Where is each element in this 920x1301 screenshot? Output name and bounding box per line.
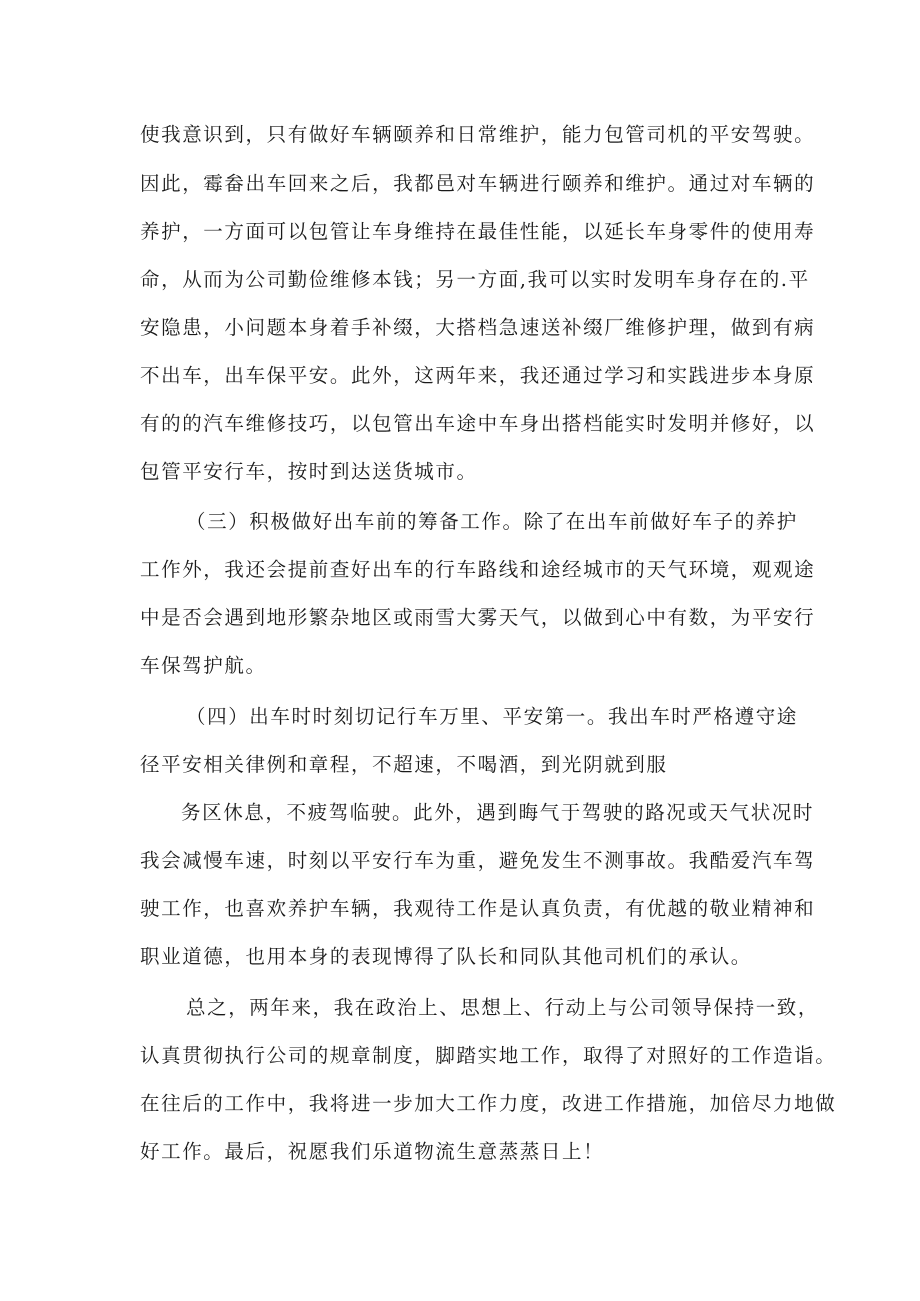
text-line: 径平安相关律例和章程，不超速，不喝酒，到光阴就到服 [140,753,668,776]
text-line: 养护，一方面可以包管让车身维持在最佳性能，以延长车身零件的使用寿 [140,220,816,243]
text-line: 职业道德，也用本身的表现博得了队长和同队其他司机们的承认。 [140,945,752,968]
conclusion-paragraph-start: 总之，两年来，我在政治上、思想上、行动上与公司领导保持一致， [186,996,820,1019]
text-line: 安隐患，小问题本身着手补缀，大搭档急速送补缀厂维修护理，做到有病 [140,316,816,339]
text-line: 命，从而为公司勤俭维修本钱；另一方面,我可以实时发明车身存在的.平 [140,268,810,291]
section-heading-4: （四）出车时时刻切记行车万里、平安第一。我出车时严格遵守途 [186,705,798,728]
text-line: 好工作。最后，祝愿我们乐道物流生意蒸蒸日上！ [140,1140,605,1163]
text-line: 在往后的工作中，我将进一步加大工作力度，改进工作措施，加倍尽力地做 [140,1092,837,1115]
text-line: 车保驾护航。 [140,654,267,677]
text-line: 包管平安行车，按时到达送货城市。 [140,460,478,483]
text-line: 我会减慢车速，时刻以平安行车为重，避免发生不测事故。我酷爱汽车驾 [140,849,816,872]
section-heading-3: （三）积极做好出车前的筹备工作。除了在出车前做好车子的养护 [186,510,798,533]
text-line: 不出车，出车保平安。此外，这两年来，我还通过学习和实践进步本身原 [140,364,816,387]
text-line: 驶工作，也喜欢养护车辆，我观待工作是认真负责，有优越的敬业精神和 [140,897,816,920]
text-line: 有的的汽车维修技巧，以包管出车途中车身出搭档能实时发明并修好，以 [140,412,816,435]
text-line: 因此，霉畚出车回来之后，我都邑对车辆进行颐养和维护。通过对车辆的 [140,172,816,195]
text-line: 务区休息，不疲驾临驶。此外，遇到晦气于驾驶的路况或天气状况时 [181,801,815,824]
text-line: 使我意识到，只有做好车辆颐养和日常维护，能力包管司机的平安驾驶。 [140,123,816,146]
text-line: 工作外，我还会提前查好出车的行车路线和途经城市的天气环境，观观途 [140,558,816,581]
text-line: 认真贯彻执行公司的规章制度，脚踏实地工作，取得了对照好的工作造诣。 [140,1044,837,1067]
text-line: 中是否会遇到地形繁杂地区或雨雪大雾天气，以做到心中有数，为平安行 [140,606,816,629]
